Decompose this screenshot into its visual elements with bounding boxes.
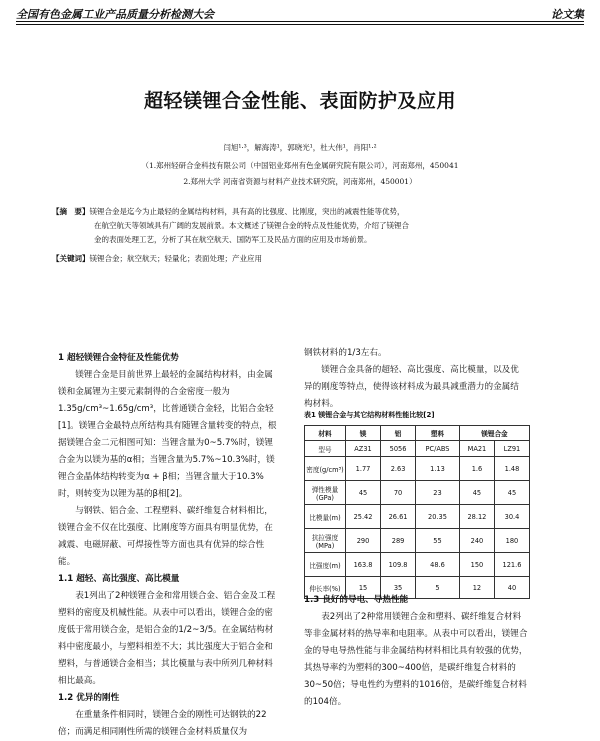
- table-cell: 弹性模量(GPa): [305, 481, 346, 505]
- body-paragraph: 与钢铁、铝合金、工程塑料、碳纤维复合材料相比，镁锂合金不仅在比强度、比刚度等方面具有明显优势，在减震、电磁屏蔽、可焊接性等方面也具有优异的综合性能。: [58, 506, 273, 567]
- table-cell: 40: [494, 577, 529, 599]
- affiliation-1: （1.郑州轻研合金科技有限公司（中国铝业郑州有色金属研究院有限公司），河南郑州，450041: [141, 161, 459, 170]
- right-column-bottom: [304, 592, 528, 711]
- abstract: [52, 205, 530, 247]
- table-cell: 45: [459, 481, 494, 505]
- table-cell: 12: [459, 577, 494, 599]
- table-cell: 25.42: [346, 505, 381, 529]
- table-cell: 48.6: [416, 553, 460, 577]
- body-text: 钢铁材料的1/3左右。: [304, 348, 387, 358]
- abstract-line-2: 在航空航天等领域具有广阔的发展前景。本文概述了镁锂合金的特点及性能优势，介绍了镁锂合: [94, 221, 409, 230]
- subsection-heading: 1.2 优异的刚性: [58, 693, 120, 703]
- table-cell: 150: [459, 553, 494, 577]
- body-paragraph: 镁锂合金是目前世界上最轻的金属结构材料，由金属镁和金属锂为主要元素制得的合金密度一般为1.35g/cm³~1.65g/cm³，比普通镁合金轻，比铝合金轻[1]。镁锂合金最特点所结构具有随锂含量转变的特点，根据镁锂合金二元相图可知：当锂含量为0~5.7%时，镁锂合金为以镁为基的α相；当锂含量为5.7%~10.3%时，镁锂合金晶体结构转变为α + β相；当锂含量大于10.3%时，则转变为以锂为基的β相[2]。: [58, 370, 277, 499]
- table-header-cell: 镁锂合金: [459, 426, 529, 441]
- table-cell: 35: [381, 577, 416, 599]
- abstract-label: 【摘 要】: [52, 207, 90, 216]
- table-cell: 比强度(m): [305, 553, 346, 577]
- table-cell: 1.48: [494, 457, 529, 481]
- table-cell: 15: [346, 577, 381, 599]
- table-cell: MA21: [459, 441, 494, 457]
- running-header: [16, 0, 584, 24]
- keywords: [52, 253, 530, 264]
- section-heading: 1 超轻镁锂合金特征及性能优势: [58, 353, 179, 363]
- keywords-text: 镁锂合金；航空航天；轻量化；表面处理；产业应用: [89, 254, 262, 263]
- table-cell: 121.6: [494, 553, 529, 577]
- table-cell: 20.35: [416, 505, 460, 529]
- table-cell: AZ31: [346, 441, 381, 457]
- left-column: [58, 350, 280, 741]
- table-row: [305, 441, 530, 457]
- table-cell: 70: [381, 481, 416, 505]
- body-paragraph: 表2列出了2种常用镁锂合金和塑料、碳纤维复合材料等非金属材料的热导率和电阻率。从表中可以看出，镁锂合金的导电导热性能与非金属结构材料相比具有较强的优势，其热导率约为塑料的300~400倍，是碳纤维复合材料的30~50倍；导电性约为塑料的1016倍，是碳纤维复合材料的104倍。: [304, 612, 528, 707]
- table-cell: 240: [459, 529, 494, 553]
- table-header-cell: 塑料: [416, 426, 460, 441]
- table-header-row: [305, 426, 530, 441]
- table-cell: PC/ABS: [416, 441, 460, 457]
- table-cell: LZ91: [494, 441, 529, 457]
- properties-table: [304, 425, 530, 599]
- table-row: [305, 457, 530, 481]
- table-cell: 伸长率(%): [305, 577, 346, 599]
- table-cell: 5056: [381, 441, 416, 457]
- table-header-cell: 材料: [305, 426, 346, 441]
- table-cell: 30.4: [494, 505, 529, 529]
- subsection-heading: 1.1 超轻、高比强度、高比模量: [58, 574, 180, 584]
- abstract-line-1: 镁锂合金是迄今为止最轻的金属结构材料，具有高的比强度、比刚度，突出的减震性能等优势，: [89, 207, 405, 216]
- table-cell: 1.77: [346, 457, 381, 481]
- table-header-cell: 铝: [381, 426, 416, 441]
- body-paragraph: 在重量条件相同时，镁锂合金的刚性可达钢铁的22倍；而满足相同刚性所需的镁锂合金材料质量仅为: [58, 710, 267, 737]
- keywords-label: 【关键词】: [52, 254, 90, 263]
- right-column-top: [304, 345, 526, 413]
- table-cell: 抗拉强度(MPa): [305, 529, 346, 553]
- header-rule: [16, 21, 584, 25]
- table-cell: 45: [346, 481, 381, 505]
- table-row: [305, 481, 530, 505]
- table-cell: 26.61: [381, 505, 416, 529]
- table-row: [305, 529, 530, 553]
- table-cell: 1.6: [459, 457, 494, 481]
- table-cell: 23: [416, 481, 460, 505]
- table-cell: 1.13: [416, 457, 460, 481]
- table-cell: 45: [494, 481, 529, 505]
- table-header-cell: 镁: [346, 426, 381, 441]
- author-list: 闫旭¹·³，解海涛¹，郭晓光¹，杜大伟¹，肖阳¹·²: [223, 143, 377, 152]
- table-cell: 290: [346, 529, 381, 553]
- table-cell: 28.12: [459, 505, 494, 529]
- body-paragraph: 镁锂合金具备的超轻、高比强度、高比模量，以及优异的刚度等特点，使得该材料成为最具减重潜力的金属结构材料。: [304, 365, 519, 409]
- table-cell: 比模量(m): [305, 505, 346, 529]
- table-row: [305, 553, 530, 577]
- table-caption: 表1 镁锂合金与其它结构材料性能比较[2]: [304, 411, 435, 419]
- table-row: [305, 505, 530, 529]
- header-conference: 全国有色金属工业产品质量分析检测大会: [16, 8, 214, 21]
- table-cell: 5: [416, 577, 460, 599]
- table-cell: 2.63: [381, 457, 416, 481]
- paper-title: 超轻镁锂合金性能、表面防护及应用: [143, 90, 456, 112]
- affiliation-2: 2.郑州大学 河南省资源与材料产业技术研究院，河南郑州，450001）: [183, 177, 417, 186]
- abstract-line-3: 金的表面处理工艺，分析了其在航空航天、国防军工及民品方面的应用及市场前景。: [94, 235, 372, 244]
- table-cell: 密度(g/cm³): [305, 457, 346, 481]
- header-section: 论文集: [551, 8, 584, 21]
- body-paragraph: 表1列出了2种镁锂合金和常用镁合金、铝合金及工程塑料的密度及机械性能。从表中可以看出，镁锂合金的密度低于常用镁合金，是铝合金的1/2~3/5。在金属结构材料中密度最小，与塑料相差不大；其比强度大于铝合金和塑料，与普通镁合金相当；其比模量与表中所列几种材料相比最高。: [58, 591, 276, 686]
- subsection-heading: 1.3 良好的导电、导热性能: [304, 595, 409, 605]
- table-cell: 163.8: [346, 553, 381, 577]
- table-cell: 55: [416, 529, 460, 553]
- table-cell: 109.8: [381, 553, 416, 577]
- table-cell: 180: [494, 529, 529, 553]
- table-cell: 289: [381, 529, 416, 553]
- table-cell: 型号: [305, 441, 346, 457]
